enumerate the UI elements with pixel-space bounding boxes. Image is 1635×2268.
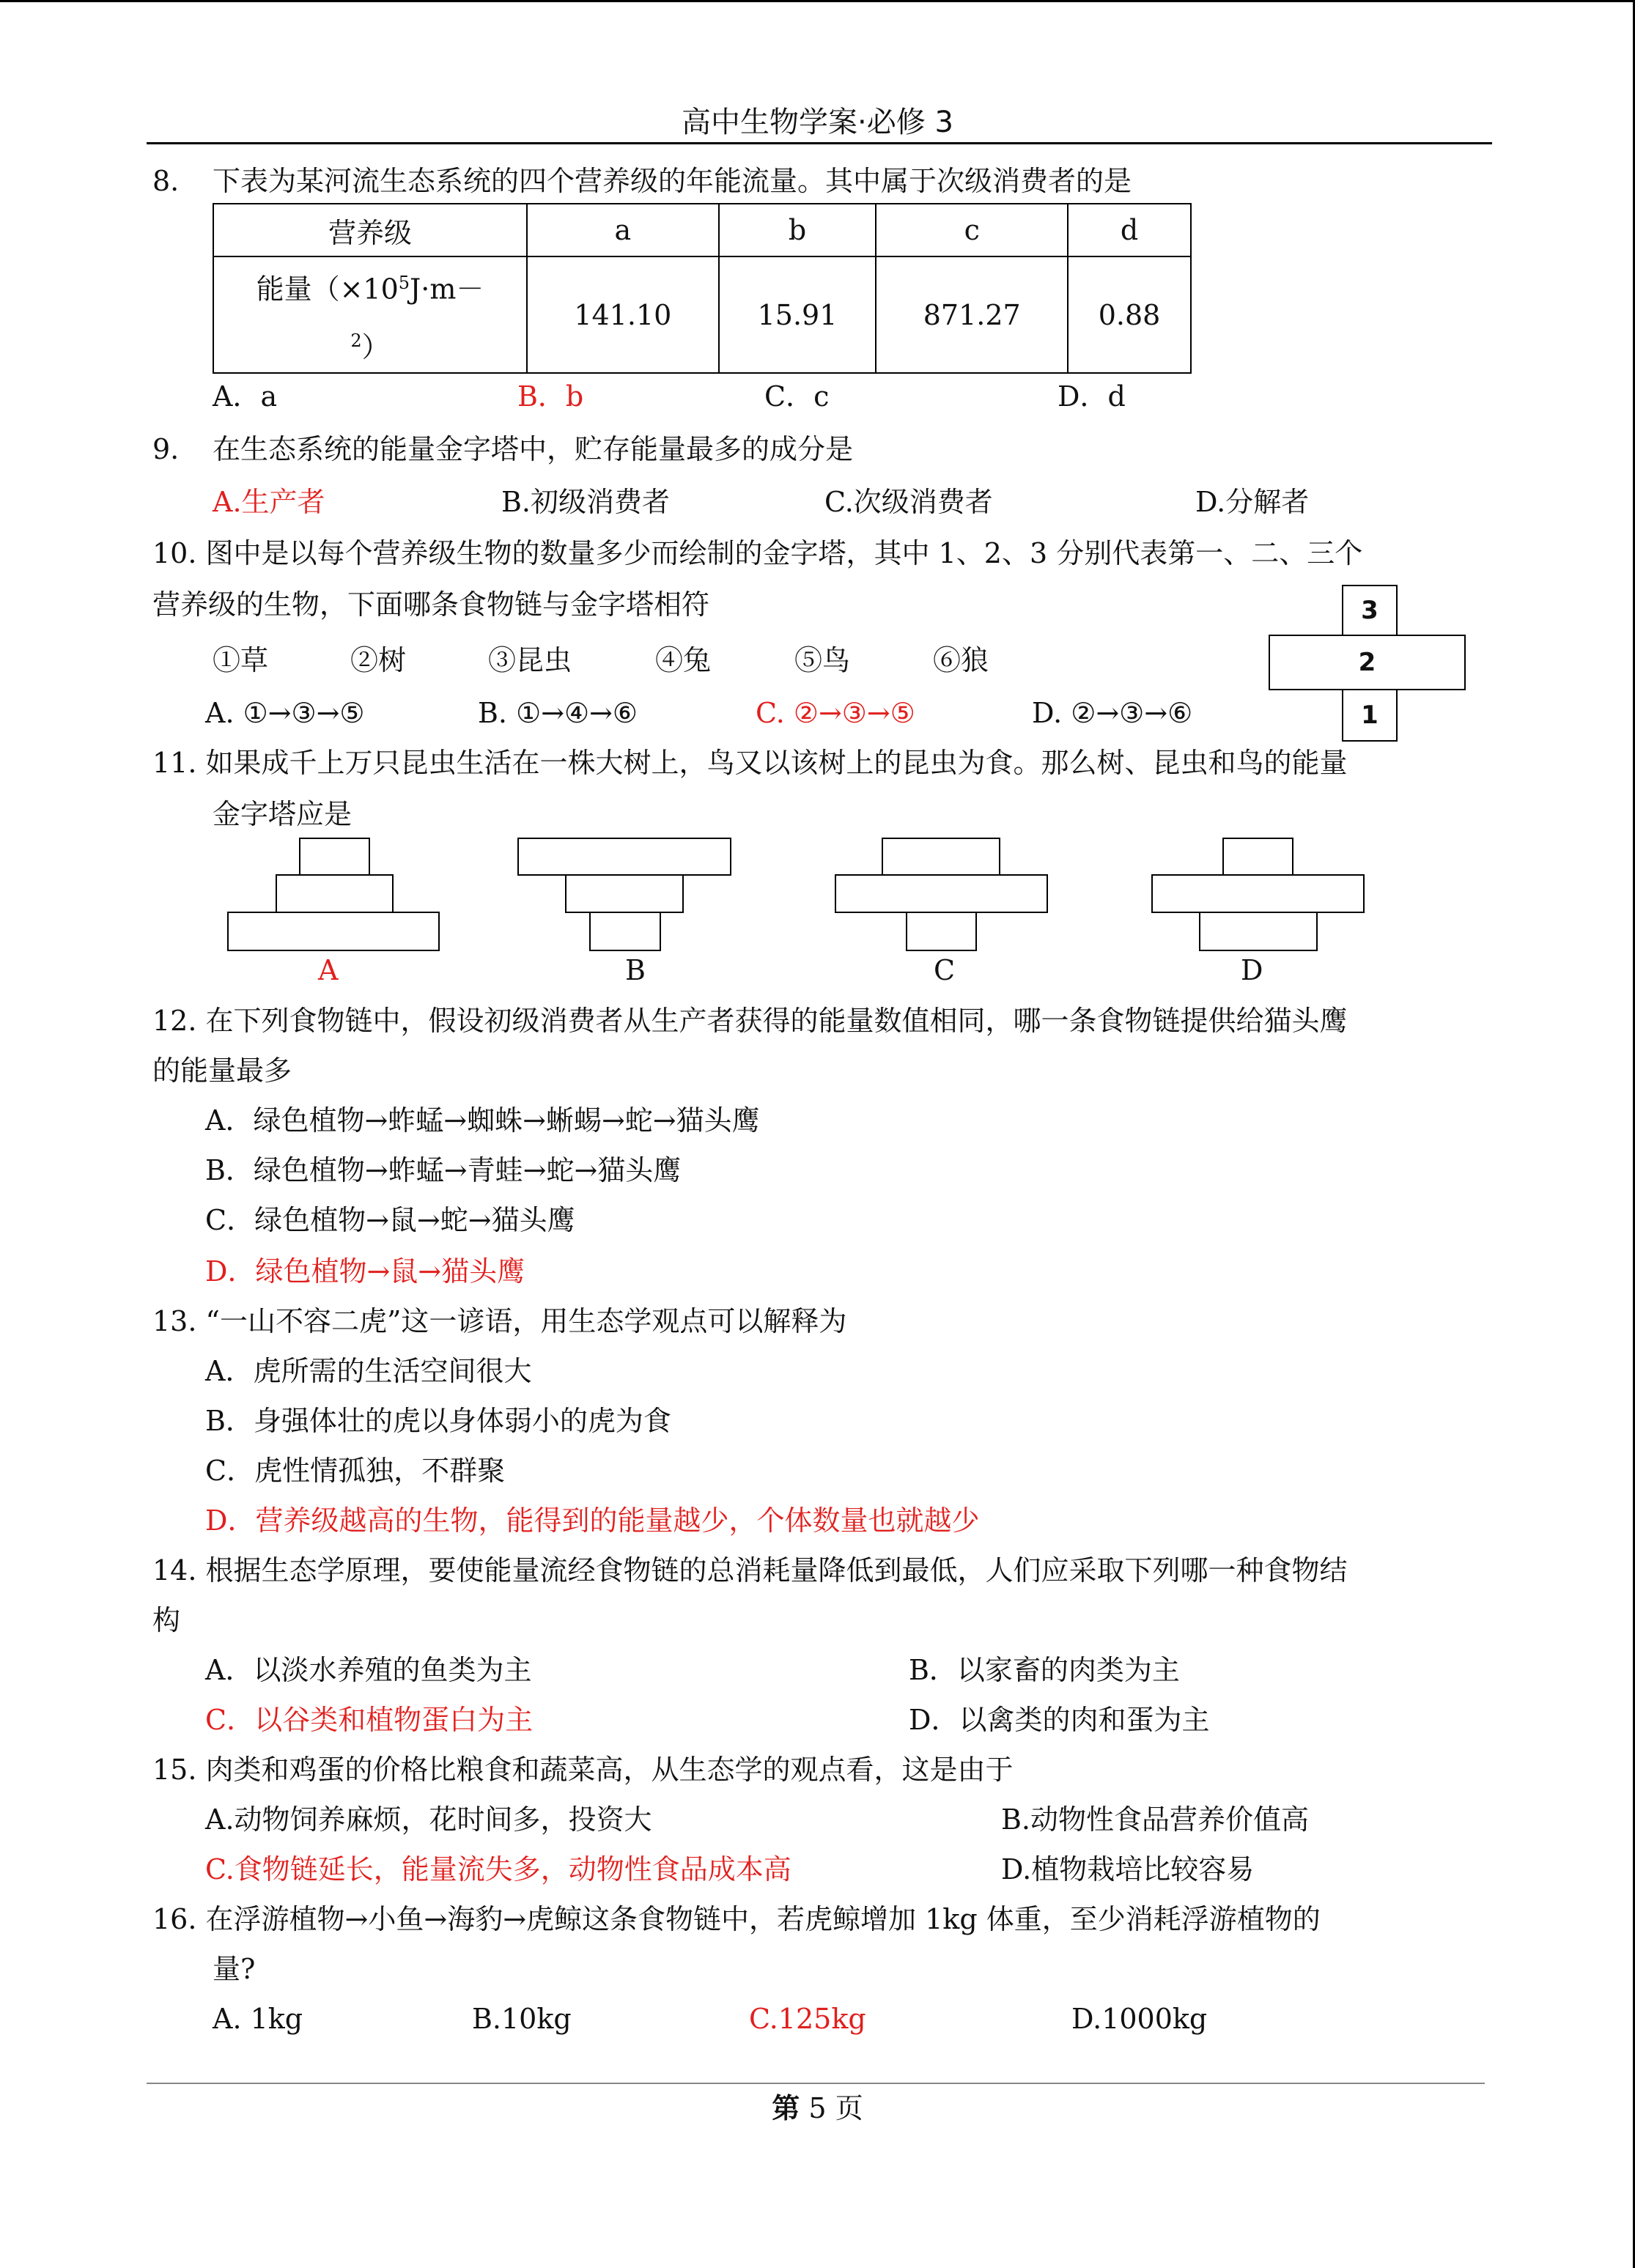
pyramid-label: 1: [1361, 701, 1379, 730]
q11-pyramid-a-top: [299, 838, 370, 876]
q14-option-b: B．以家畜的肉类为主: [909, 1654, 1180, 1686]
q10-stem-line1: 10. 图中是以每个营养级生物的数量多少而绘制的金字塔，其中 1、2、3 分别代表第一、二、三个: [152, 537, 1363, 569]
q15-option-c-answer: C.食物链延长，能量流失多，动物性食品成本高: [205, 1853, 791, 1885]
q10-item: ④兔: [655, 644, 712, 676]
q11-label-c: C: [934, 954, 956, 986]
q16-stem-line1: 16. 在浮游植物→小鱼→海豹→虎鲸这条食物链中，若虎鲸增加 1kg 体重，至少消耗浮游植物的: [152, 1903, 1321, 1935]
energy-unit: J·m: [410, 273, 457, 306]
q16-option-d: D.1000kg: [1071, 2003, 1208, 2035]
q13-option-c: C．虎性情孤独，不群聚: [205, 1455, 506, 1487]
q10-pyramid-level-2: [1269, 635, 1466, 690]
q14-option-a: A．以淡水养殖的鱼类为主: [205, 1654, 532, 1686]
q11-pyramid-a-middle: [276, 874, 394, 913]
table-header-cell: b: [719, 204, 876, 256]
table-cell: 871.27: [876, 256, 1068, 373]
page-suffix: 页: [835, 2092, 863, 2124]
page-number: [0, 2090, 1635, 2127]
table-cell: 0.88: [1068, 256, 1191, 373]
q11-label-d: D: [1241, 954, 1263, 986]
q16-option-a: A. 1kg: [213, 2003, 303, 2035]
q9-number: 9.: [152, 433, 180, 465]
q15-stem: 15. 肉类和鸡蛋的价格比粮食和蔬菜高，从生态学的观点看，这是由于: [152, 1754, 1014, 1786]
q9-option-c: C.次级消费者: [824, 486, 993, 518]
q16-option-b: B.10kg: [472, 2003, 572, 2035]
q10-option-c-answer: C. ②→③→⑤: [756, 697, 915, 729]
q11-pyramid-d-middle: [1151, 874, 1365, 913]
q11-pyramid-b-top: [517, 838, 731, 876]
q16-stem-line2: 量?: [213, 1953, 256, 1985]
q11-pyramid-a-bottom: [227, 912, 440, 951]
q8-energy-table: [213, 203, 1192, 374]
page-frame-top: [0, 0, 1635, 2]
q12-option-c: C．绿色植物→鼠→蛇→猫头鹰: [205, 1204, 575, 1236]
footer-rule: [147, 2083, 1485, 2084]
q13-option-d-answer: D．营养级越高的生物，能得到的能量越少，个体数量也就越少: [205, 1504, 980, 1537]
q9-option-a-answer: A.生产者: [213, 486, 325, 518]
q14-option-c-answer: C．以谷类和植物蛋白为主: [205, 1704, 534, 1736]
q15-option-b: B.动物性食品营养价值高: [1001, 1803, 1310, 1836]
energy-exp2: 2: [350, 330, 362, 351]
q13-stem: 13. “一山不容二虎”这一谚语，用生态学观点可以解释为: [152, 1305, 847, 1337]
page-prefix: 第: [772, 2092, 800, 2124]
pyramid-label: 3: [1361, 596, 1379, 625]
q10-item: ⑥狼: [933, 644, 989, 676]
q8-number: 8.: [152, 165, 180, 197]
q12-option-a: A．绿色植物→蚱蜢→蜘蛛→蜥蜴→蛇→猫头鹰: [205, 1104, 760, 1137]
q10-pyramid-level-3: [1342, 585, 1398, 636]
q10-item: ⑤鸟: [794, 644, 851, 676]
q8-option-d: D．d: [1058, 380, 1126, 413]
q12-option-b: B．绿色植物→蚱蜢→青蛙→蛇→猫头鹰: [205, 1154, 682, 1186]
table-header-cell: a: [527, 204, 719, 256]
pyramid-label: 2: [1358, 648, 1376, 677]
q10-pyramid-level-1: [1342, 689, 1398, 742]
q12-option-d-answer: D．绿色植物→鼠→猫头鹰: [205, 1255, 525, 1288]
q10-stem-line2: 营养级的生物，下面哪条食物链与金字塔相符: [152, 588, 710, 621]
q12-stem-line2: 的能量最多: [152, 1054, 292, 1087]
q10-item: ③昆虫: [488, 644, 572, 676]
q13-option-b: B．身强体壮的虎以身体弱小的虎为食: [205, 1405, 671, 1437]
table-header-cell: d: [1068, 204, 1191, 256]
table-cell: 141.10: [527, 256, 719, 373]
q11-pyramid-d-bottom: [1199, 912, 1318, 951]
q12-stem-line1: 12. 在下列食物链中，假设初级消费者从生产者获得的能量数值相同，哪一条食物链提供给猫头鹰: [152, 1005, 1348, 1037]
q15-option-a: A.动物饲养麻烦，花时间多，投资大: [205, 1803, 652, 1836]
q8-stem: 下表为某河流生态系统的四个营养级的年能流量。其中属于次级消费者的是: [213, 165, 1132, 197]
q8-option-b-answer: B．b: [517, 380, 584, 413]
q10-option-d: D. ②→③→⑥: [1032, 697, 1193, 729]
q11-pyramid-d-top: [1222, 838, 1293, 876]
header-rule: [147, 142, 1492, 144]
table-cell: 15.91: [719, 256, 876, 373]
q9-option-d: D.分解者: [1195, 486, 1310, 518]
q11-stem-line1: 11. 如果成千上万只昆虫生活在一株大树上，鸟又以该树上的昆虫为食。那么树、昆虫和鸟的能量: [152, 747, 1348, 779]
q15-option-d: D.植物栽培比较容易: [1001, 1853, 1255, 1885]
q10-item: ①草: [213, 644, 269, 676]
q10-option-b: B. ①→④→⑥: [478, 697, 638, 729]
q11-pyramid-c-bottom: [906, 912, 977, 951]
q11-pyramid-b-bottom: [589, 912, 661, 951]
q11-pyramid-c-top: [882, 838, 1000, 876]
energy-close: ）: [361, 330, 390, 363]
q11-stem-line2: 金字塔应是: [213, 798, 353, 830]
page-number-value: 5: [808, 2092, 827, 2124]
q14-stem-line1: 14. 根据生态学原理，要使能量流经食物链的总消耗量降低到最低，人们应采取下列哪一种食物结: [152, 1554, 1348, 1587]
q8-option-a: A．a: [213, 380, 278, 413]
q13-option-a: A．虎所需的生活空间很大: [205, 1355, 532, 1387]
energy-exp: 5: [398, 273, 410, 293]
table-header-cell: c: [876, 204, 1068, 256]
energy-label-cell: [213, 256, 527, 373]
q14-stem-line2: 构: [152, 1604, 181, 1636]
energy-label: 能量（×10: [256, 273, 399, 306]
table-header-cell: 营养级: [213, 204, 527, 256]
q14-option-d: D．以禽类的肉和蛋为主: [909, 1704, 1210, 1736]
energy-minus: －: [456, 273, 484, 306]
q9-stem: 在生态系统的能量金字塔中，贮存能量最多的成分是: [213, 433, 854, 465]
q16-option-c-answer: C.125kg: [749, 2003, 866, 2035]
q11-pyramid-b-middle: [565, 874, 684, 913]
q11-pyramid-c-middle: [835, 874, 1048, 913]
page-header-title: 高中生物学案·必修 3: [682, 106, 953, 139]
q9-option-b: B.初级消费者: [501, 486, 671, 518]
q10-option-a: A. ①→③→⑤: [205, 697, 365, 729]
q10-item: ②树: [350, 644, 407, 676]
q11-label-b: B: [625, 954, 646, 986]
q11-label-a-answer: A: [318, 954, 339, 986]
q8-option-c: C．c: [764, 380, 830, 413]
